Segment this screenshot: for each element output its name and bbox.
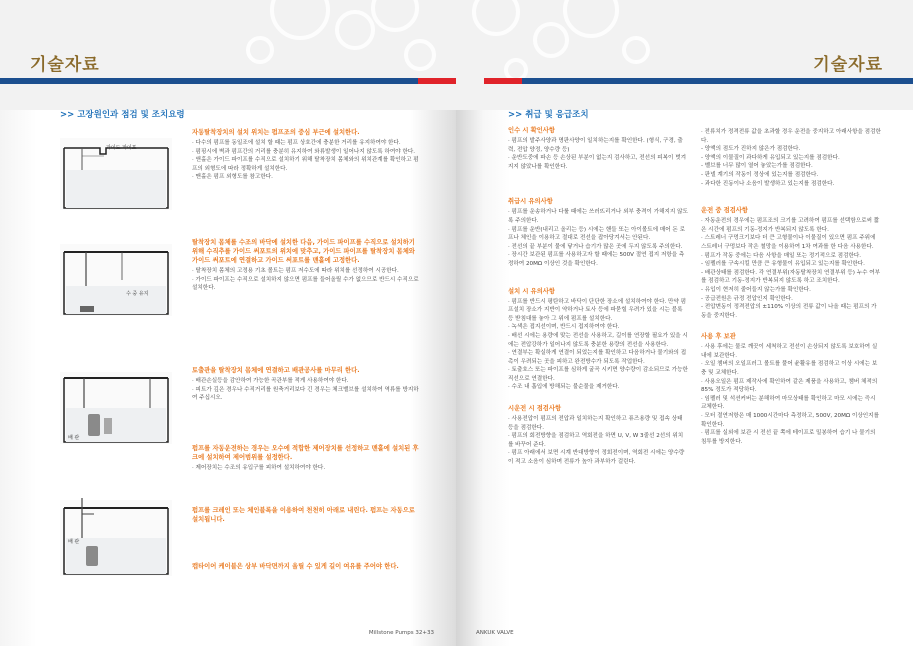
section-line: · 자동운전의 경우에는 펌프조의 크기를 고려하여 펌프를 선택함으로써 짧은 시간에 펌프의 기동-정지가 반복되지 않도록 한다. — [701, 218, 880, 233]
section-line: · 사용오일은 펌프 제작사에 확인하여 같은 제품을 사용하고, 챔버 체적의 85% 정도가 적당하다. — [701, 378, 878, 394]
instruction-line: · 제어장치는 수조의 유입구를 피하여 설치하여야 한다. — [192, 465, 326, 471]
section-line: · 수조 내 흡입에 방해되는 불순물을 제거한다. — [508, 384, 620, 391]
section-line: - 전압변동이 정격전압의 ±110% 이상의 전류 값이 나올 때는 펌프의 가동을 중지한다. — [701, 304, 877, 319]
section-line: · 펌프를 실외에 보관 시 전선 끝 쪽에 테이프로 밀봉하여 습기 나 물기의 침투를 방지한다. — [701, 430, 876, 445]
section-heading: 사용 후 보관 — [701, 333, 736, 341]
instruction-line: · 가이드 파이프는 수직으로 설치하지 않으면 펌프를 들어올릴 수가 없으므로 반드시 수직으로 설치한다. — [192, 276, 419, 292]
section-line: - 양액의 점도가 진하지 않은가 점검한다. — [701, 146, 801, 153]
section-line: · 펌프를 운송하거나 다룰 때에는 쓰러뜨리거나 외부 충격이 가해지지 않도록 주의한다. — [508, 209, 688, 224]
section-line: · 펌프의 발주사양과 명판사양이 일치하는지를 확인한다. (형식, 구경, 출력, 전압 양정, 양수량 등) — [508, 138, 683, 153]
section-line: - 벨브를 너무 많이 열어 놓았는가를 점검한다. — [701, 163, 813, 170]
instruction-line: · 펌핑시에 벽과 펌프간의 거리를 충분히 유지하여 와류발생이 일어나지 않도록 하여야 한다. — [192, 148, 416, 155]
section-line: - 공급전원은 규정 전압인지 확인한다. — [701, 295, 793, 302]
section-heading: 설치 시 유의사항 — [508, 287, 555, 295]
instruction-line: · 다수의 펌프를 동일조에 설치 할 때는 펌프 상호간에 충분한 거리를 유지하여야 한다. — [192, 140, 401, 146]
figure-install-4 — [60, 492, 172, 576]
title-rule-accent — [418, 78, 456, 84]
section-line: · 장시간 보관된 펌프를 사용하고자 할 때에는 500V 절연 접지 저항을 측정하여 20MΩ 이상인 것을 확인한다. — [508, 252, 685, 267]
instruction-block-2 — [192, 238, 420, 293]
instruction-block-6 — [192, 562, 420, 573]
section-line: · 펌프가 작동 중에는 다음 사항을 매일 또는 정기적으로 점검한다. — [701, 252, 862, 259]
section-heading: 인수 시 확인사항 — [508, 127, 555, 134]
section-line: · 녹색은 접지선이며, 반드시 접지하여야 한다. — [508, 324, 620, 331]
instruction-block-4 — [192, 444, 420, 473]
section-line: · 오일 챔버의 오일프러그 볼트를 풀어 윤활유를 점검하고 이상 시에는 보충 및 교체한다. — [701, 361, 878, 377]
figure-install-3 — [60, 364, 172, 444]
section-line: · 펌프 아래에서 보면 시계 반대방향이 정회전이며, 역회전 시에는 양수량이 적고 소음이 심하며 전류가 높아 과부하가 걸린다. — [508, 450, 685, 466]
section-heading: 취급시 유의사항 — [508, 198, 553, 206]
section-line: · 임펠러 및 석션커버는 분해하여 마모상태를 확인하고 마모 시에는 즉시 교체한다. — [701, 395, 876, 411]
instruction-line: · 앤홀은 가이드 파이프를 수직으로 설치하기 위해 탈착장치 몸체와의 위치관계를 확인하고 펌프의 외형도에 따라 정확하게 설치한다. — [192, 157, 419, 172]
page-title: 기술자료 — [813, 55, 883, 75]
instruction-line: · 맨홀은 펌프 외형도를 참고한다. — [192, 174, 273, 181]
section-line: · 연결부는 확실하게 연결이 되었는지를 확인하고 다음하거나 물기와의 접촉이 우려되는 곳을 피하고 완전방수가 되도록 작업한다. — [508, 350, 687, 365]
section-title: >> 취급 및 응급조치 — [508, 110, 589, 120]
figure-label-guide: 가이드 파이프 — [106, 145, 137, 151]
instruction-block-3 — [192, 366, 420, 403]
instruction-line: · 피트가 깊은 경우나 수직거리를 원축거리보다 긴 경우는 체크밸브를 설치하여 역류를 방지하여 주십시오. — [192, 386, 419, 402]
instruction-heading: 펌프를 크레인 또는 체인블록을 이용하여 천천히 아래로 내린다. 펌프는 자동으로 설치됩니다. — [192, 507, 415, 523]
section-line: - 양액의 이물질이 과다하게 유입되고 있는지를 점검한다. — [701, 154, 840, 161]
section-line: · 펌프를 운반(내리고 올리는 등) 시에는 핸들 또는 아이볼트에 매어 돈 로프나 체인을 이용하고 절대로 전선을 잡아당겨서는 안된다. — [508, 226, 686, 242]
section-line: · 토출호스 또는 파이프를 심하게 굴곡 시키면 양수량이 감소되므로 가능한 직선으로 연결한다. — [508, 367, 688, 382]
figure-label-water: 수 중 유지 — [126, 291, 149, 297]
section-heading: 운전 중 점검사항 — [701, 207, 748, 215]
title-rule — [0, 78, 418, 84]
section-line: · 펌프를 반드시 평탄하고 바닥이 단단한 장소에 설치하여야 한다. 만약 펌프설치 장소가 지반이 약하거나 토사 등에 파묻힐 우려가 있을 시는 블록 등 받침대를 놓아 그 위에 펌프를 설치한다. — [508, 298, 687, 322]
section-line: · 사용 후에는 물로 깨끗이 세척하고 전선이 손상되지 않도록 보호하여 실내에 보관한다. — [701, 344, 878, 359]
section-line: - 배관상태를 점검한다. 각 연결부위(자동탈착장치 연결부위 등) 누수 여부를 점검하고 기동-정지가 반복되지 않도록 하고 조치한다. — [701, 269, 881, 285]
title-rule — [522, 78, 913, 84]
left-page — [0, 0, 456, 646]
section-line: · 모터 절연저항은 매 1000시간마다 측정하고, 500V, 20MΩ 이상인지를 확인한다. — [701, 413, 879, 428]
page-title: 기술자료 — [30, 55, 100, 75]
section-line: - 임펠러를 구속시킬 만큼 큰 유형물이 유입되고 있는지를 확인한다. — [701, 261, 865, 268]
section-line: · 전선의 끝 부분이 물에 닿거나 습기가 많은 곳에 두지 않도록 주의한다. — [508, 243, 683, 250]
right-column-1 — [508, 126, 688, 467]
instruction-block-5 — [192, 506, 420, 526]
instruction-line: · 탈착장치 몸체의 고정용 기초 볼트는 펌프 저수도에 따라 위치를 선정하여 시공한다. — [192, 268, 399, 274]
section-line: · 운반도중에 파손 등 손상된 부분이 없는지 검사하고, 전선의 피복이 벗겨지지 않았나를 확인한다. — [508, 155, 687, 170]
instruction-heading: 자동탈착장치의 설치 위치는 펌프조의 중심 부근에 설치한다. — [192, 129, 360, 136]
instruction-heading: 토출관을 탈착장치 몸체에 연결하고 배관공사를 마무리 한다. — [192, 367, 360, 374]
instruction-heading: 캡타이어 케이블은 상부 바닥면까지 올릴 수 있게 길이 여유를 주어야 한다. — [192, 563, 399, 570]
instruction-heading: 펌프를 자동운전하는 경우는 오수에 적합한 제어장치를 선정하고 맨홀에 설치된 후크에 설치하여 제어범위를 설정한다. — [192, 445, 419, 461]
section-line: · 배선 시에는 용량에 맞는 전선을 사용하고, 길이를 연장할 필요가 있을 시에는 전압강하가 일어나지 않도록 충분한 용량의 전선을 사용한다. — [508, 332, 688, 348]
page-footer: Millstone Pumps 32+33 — [368, 630, 434, 636]
figure-label-base: 배 관 — [68, 435, 80, 441]
title-rule-accent — [484, 78, 522, 84]
section-line: - 유입이 현저히 줄어들지 않는가를 확인한다. — [701, 286, 811, 293]
page-footer: ANKUK VALVE — [476, 630, 514, 636]
figure-install-1 — [60, 130, 172, 210]
figure-install-2 — [60, 236, 172, 316]
right-column-2 — [701, 128, 881, 446]
section-line: · 사용전압이 펌프의 전압과 일치하는지 확인하고 퓨즈용량 및 접속 상태 등을 점검한다. — [508, 416, 683, 431]
section-heading: 시운전 시 점검사항 — [508, 405, 562, 413]
section-title: >> 고장원인과 점검 및 조치요령 — [60, 110, 185, 120]
figure-label-base-2: 배 관 — [68, 539, 80, 545]
instruction-line: · 배관손실등을 감안하여 가능한 곡관부를 적게 사용하여야 한다. — [192, 378, 349, 384]
instruction-block-1 — [192, 128, 420, 182]
section-line: - 과다한 진동이나 소음이 발생하고 있는지를 점검한다. — [701, 180, 835, 187]
instruction-heading: 탈착장치 몸체를 수조의 바닥에 설치한 다음, 가이드 파이프를 수직으로 설치하기 위해 수직추를 가이드 써포트의 위치에 맞추고, 가이드 파이프를 탈착장치 몸체와 가이드 써포트에 연결하고 가이드 써포트를 맨홀에 고정한다. — [192, 239, 415, 264]
section-line: - 판넬 계기의 작동이 정상에 있는지를 점검한다. — [701, 171, 819, 178]
section-line: · 전류치가 정격전류 값을 초과할 경우 운전을 중지하고 아래사항을 점검한다. — [701, 129, 881, 144]
section-line: · 스트레너 구멍크기보다 더 큰 고형물이나 이물질이 있으면 펌프 주위에 스트레너 구멍보다 작은 철망을 이용하여 1차 여과를 한 다음 사용한다. — [701, 235, 876, 250]
section-line: · 펌프의 회전방향을 점검하고 역회전을 하면 U, V, W 3줄선 2선의 위치를 바꾸어 준다. — [508, 433, 684, 448]
right-page — [456, 0, 913, 646]
